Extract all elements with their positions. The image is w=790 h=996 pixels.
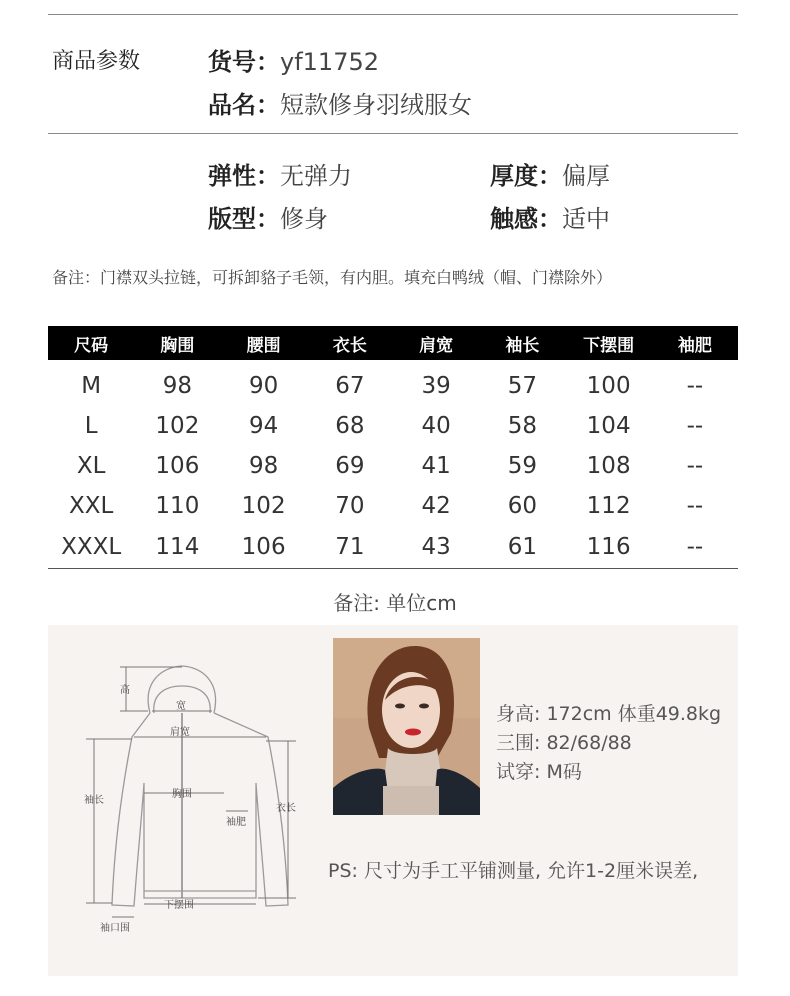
param-value: 适中 <box>562 205 610 233</box>
table-cell: -- <box>686 493 704 519</box>
table-cell: 98 <box>248 453 279 479</box>
param-item-product-no <box>208 42 379 77</box>
label-sleeve-length: 袖长 <box>84 795 104 806</box>
table-cell: XXXL <box>48 526 134 569</box>
param-key: 货号： <box>208 48 280 76</box>
table-header-row <box>48 326 738 360</box>
table-cell: 106 <box>221 526 307 569</box>
table-cell: 94 <box>248 413 279 439</box>
header-size: 尺码 <box>48 326 134 360</box>
table-cell: 110 <box>155 493 200 519</box>
model-height-weight: 身高: 172cm 体重49.8kg <box>496 703 722 725</box>
table-row <box>48 406 738 446</box>
table-cell: 90 <box>248 373 279 399</box>
model-measurements: 三围: 82/68/88 <box>496 732 632 754</box>
label-shoulder: 肩宽 <box>170 727 190 738</box>
table-cell: 114 <box>134 526 220 569</box>
table-cell: 67 <box>335 373 365 399</box>
table-cell: -- <box>686 373 704 399</box>
param-item-fit <box>208 199 328 234</box>
param-key: 触感： <box>490 205 562 233</box>
table-cell: 69 <box>335 453 365 479</box>
param-value: 偏厚 <box>562 162 610 190</box>
measurement-panel <box>48 625 738 976</box>
table-cell: 39 <box>421 373 451 399</box>
table-cell: 58 <box>507 413 538 439</box>
ps-note: PS: 尺寸为手工平铺测量, 允许1-2厘米误差, <box>328 860 699 882</box>
table-row <box>48 446 738 486</box>
table-cell: -- <box>652 526 738 569</box>
header-hem: 下摆围 <box>566 326 652 360</box>
table-row <box>48 526 738 569</box>
table-cell: 40 <box>421 413 451 439</box>
model-photo <box>333 638 480 815</box>
table-cell: -- <box>686 453 704 479</box>
param-item-product-name <box>208 85 472 120</box>
table-cell: 112 <box>586 493 631 519</box>
table-cell: -- <box>686 413 704 439</box>
header-waist: 腰围 <box>221 326 307 360</box>
param-key: 版型： <box>208 205 280 233</box>
param-item-elasticity <box>208 156 352 191</box>
param-item-touch <box>490 199 610 234</box>
table-cell: M <box>81 373 102 399</box>
table-cell: L <box>84 413 98 439</box>
model-info <box>496 700 721 787</box>
table-cell: 59 <box>507 453 538 479</box>
param-value: 短款修身羽绒服女 <box>280 91 472 119</box>
param-value: yf11752 <box>280 48 379 76</box>
label-hem: 下摆围 <box>164 900 194 911</box>
param-value: 修身 <box>280 205 328 233</box>
param-value: 无弹力 <box>280 162 352 190</box>
table-cell: 41 <box>421 453 451 479</box>
table-cell: 100 <box>586 373 631 399</box>
unit-note: 备注: 单位cm <box>333 591 457 615</box>
table-cell: 102 <box>155 413 200 439</box>
params-divider <box>48 133 738 134</box>
table-row <box>48 360 738 406</box>
param-key: 弹性： <box>208 162 280 190</box>
param-key: 厚度： <box>490 162 562 190</box>
param-item-thickness <box>490 156 610 191</box>
lipstick-lips <box>405 729 421 736</box>
table-row <box>48 486 738 526</box>
table-cell: 42 <box>421 493 451 519</box>
table-cell: 116 <box>566 526 652 569</box>
table-cell: 104 <box>586 413 631 439</box>
header-chest: 胸围 <box>134 326 220 360</box>
model-size-worn: 试穿: M码 <box>496 761 582 783</box>
header-sleeve-length: 袖长 <box>479 326 565 360</box>
label-sleeve-width: 袖肥 <box>226 817 246 828</box>
param-key: 品名： <box>208 91 280 119</box>
table-cell: 61 <box>479 526 565 569</box>
label-chest: 胸围 <box>172 789 192 800</box>
table-cell: 98 <box>162 373 193 399</box>
top-divider <box>48 14 738 15</box>
table-cell: 70 <box>335 493 365 519</box>
table-cell: XXL <box>68 493 114 519</box>
jacket-measurement-diagram <box>76 653 316 943</box>
section-label: 商品参数 <box>52 49 141 74</box>
table-cell: 106 <box>155 453 200 479</box>
model-portrait-image <box>333 638 480 815</box>
table-cell: 57 <box>507 373 538 399</box>
size-table <box>48 326 738 569</box>
table-cell: 43 <box>393 526 479 569</box>
table-cell: 71 <box>307 526 393 569</box>
header-shoulder: 肩宽 <box>393 326 479 360</box>
material-note: 备注：门襟双头拉链，可拆卸貉子毛领，有内胆。填充白鸭绒（帽、门襟除外） <box>52 268 613 287</box>
table-cell: 102 <box>241 493 286 519</box>
table-cell: 60 <box>507 493 538 519</box>
label-cuff: 袖口围 <box>100 923 130 934</box>
label-hood-width: 宽 <box>176 701 186 712</box>
table-cell: 108 <box>586 453 631 479</box>
table-cell: 68 <box>335 413 365 439</box>
table-cell: XL <box>76 453 106 479</box>
header-sleeve-width: 袖肥 <box>652 326 738 360</box>
label-length: 衣长 <box>276 803 296 814</box>
label-hood-height: 高 <box>120 685 130 696</box>
header-length: 衣长 <box>307 326 393 360</box>
